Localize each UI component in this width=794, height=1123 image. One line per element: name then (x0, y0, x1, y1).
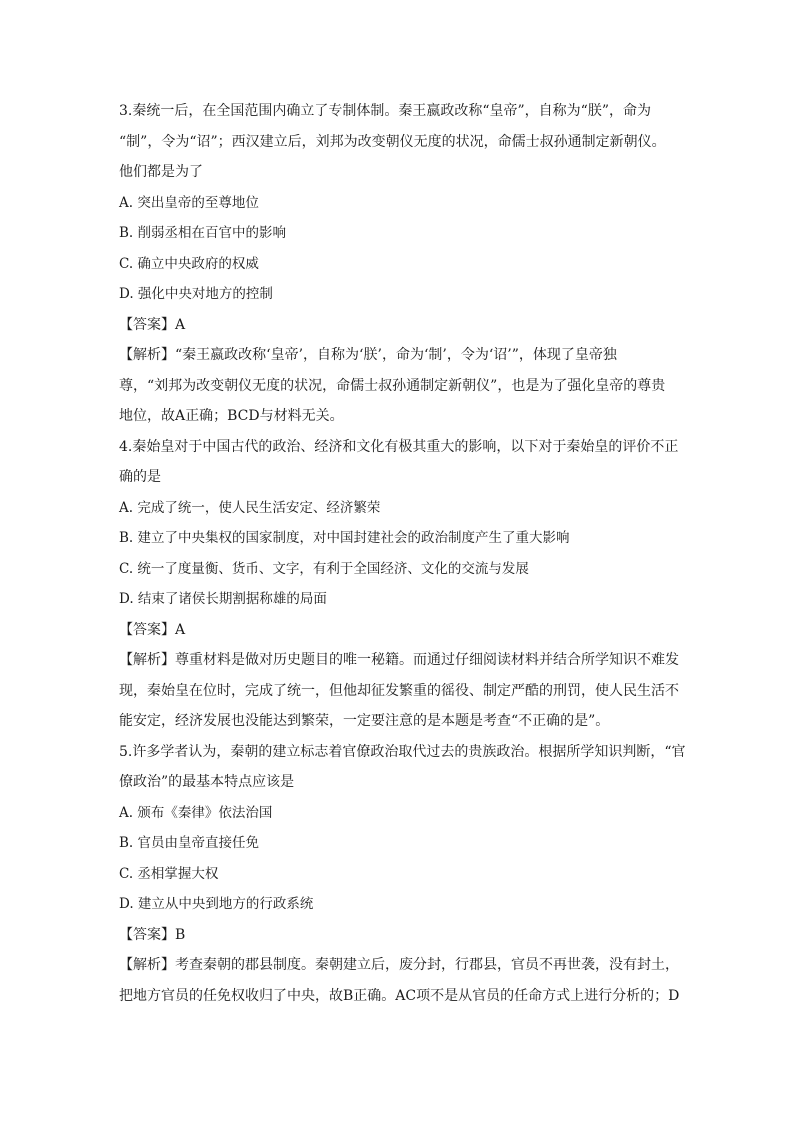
question-stem-line: “制”，令为“诏”；西汉建立后，刘邦为改变朝仪无度的状况，命儒士叔孙通制定新朝仪。 (119, 133, 666, 150)
option-a: A. 颁布《秦律》依法治国 (119, 804, 273, 821)
option-b: B. 官员由皇帝直接任免 (119, 835, 260, 851)
answer-line: 【答案】A (119, 621, 186, 638)
option-d: D. 建立从中央到地方的行政系统 (119, 896, 314, 912)
analysis-line: 把地方官员的任免权收归了中央，故B正确。AC项不是从官员的任命方式上进行分析的；D (119, 987, 680, 1004)
question-stem-line: 他们都是为了 (119, 164, 203, 180)
question-stem-line: 5.许多学者认为，秦朝的建立标志着官僚政治取代过去的贵族政治。根据所学知识判断，“官 (119, 743, 686, 760)
document-page (119, 96, 686, 1011)
analysis-line: 能安定，经济发展也没能达到繁荣，一定要注意的是本题是考查“不正确的是”。 (119, 713, 610, 729)
option-b: B. 削弱丞相在百官中的影响 (119, 225, 287, 241)
option-b: B. 建立了中央集权的国家制度，对中国封建社会的政治制度产生了重大影响 (119, 530, 570, 546)
answer-line: 【答案】A (119, 316, 186, 333)
analysis-line: 【解析】考查秦朝的郡县制度。秦朝建立后，废分封，行郡县，官员不再世袭，没有封土， (119, 957, 679, 973)
analysis-line: 尊，“刘邦为改变朝仪无度的状况，命儒士叔孙通制定新朝仪”，也是为了强化皇帝的尊贵 (119, 377, 666, 394)
analysis-line: 地位，故A正确；BCD与材料无关。 (119, 408, 344, 424)
analysis-line: 【解析】“秦王嬴政改称‘皇帝’，自称为‘朕’，命为‘制’，令为‘诏’”，体现了皇帝独 (119, 347, 617, 363)
question-3 (119, 96, 679, 432)
question-stem-line: 确的是 (119, 469, 161, 485)
answer-line: 【答案】B (119, 926, 186, 943)
question-5 (119, 737, 686, 1012)
option-a: A. 完成了统一，使人民生活安定、经济繁荣 (119, 499, 381, 516)
question-stem-line: 4.秦始皇对于中国古代的政治、经济和文化有极其重大的影响，以下对于秦始皇的评价不正 (119, 438, 679, 455)
option-a: A. 突出皇帝的至尊地位 (119, 194, 259, 211)
option-d: D. 强化中央对地方的控制 (119, 286, 273, 302)
option-c: C. 确立中央政府的权威 (119, 255, 259, 272)
option-c: C. 丞相掌握大权 (119, 865, 219, 882)
analysis-line: 【解析】尊重材料是做对历史题目的唯一秘籍。而通过仔细阅读材料并结合所学知识不难发 (119, 652, 679, 668)
question-stem-line: 3.秦统一后，在全国范围内确立了专制体制。秦王嬴政改称“皇帝”，自称为“朕”，命为 (119, 103, 651, 119)
question-4 (119, 432, 679, 737)
option-d: D. 结束了诸侯长期割据称雄的局面 (119, 591, 327, 607)
analysis-line: 现，秦始皇在位时，完成了统一，但他却征发繁重的徭役、制定严酷的刑罚，使人民生活不 (119, 682, 679, 699)
question-stem-line: 僚政治”的最基本特点应该是 (119, 774, 295, 790)
option-c: C. 统一了度量衡、货币、文字，有利于全国经济、文化的交流与发展 (119, 560, 529, 577)
